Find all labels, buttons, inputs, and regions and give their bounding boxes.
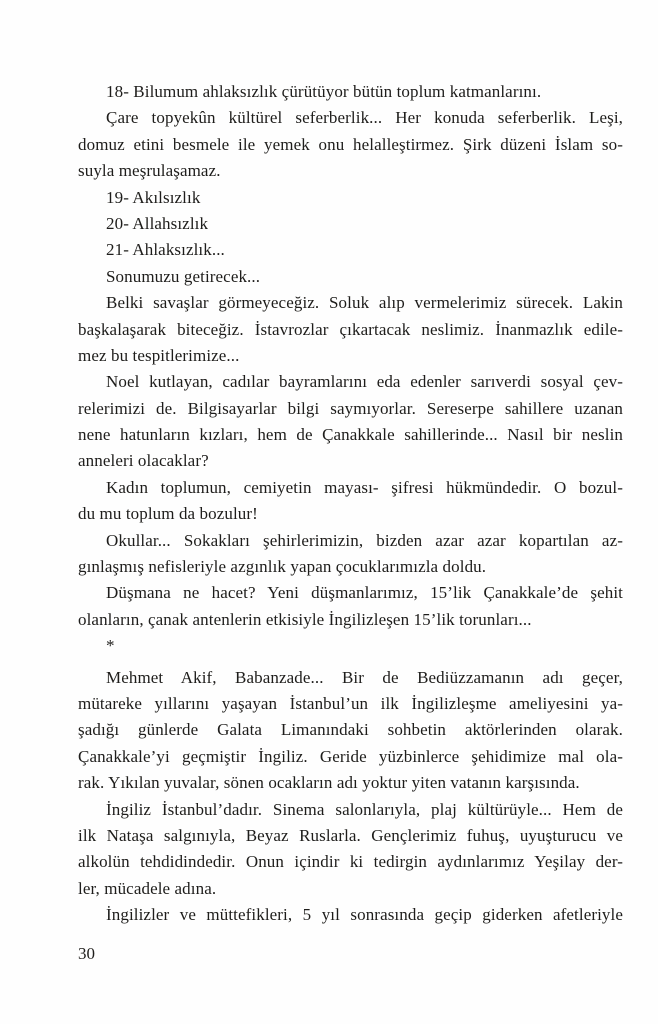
text-line: domuz etini besmele ile yemek onu helalleştirmez. Şirk düzeni İslam so- — [78, 134, 623, 154]
text-line: nene hatunların kızları, hem de Çanakkale sahillerinde... Nasıl bir neslin — [78, 425, 623, 445]
text-line: İngiliz İstanbul’dadır. Sinema salonlarıyla, plaj kültürüyle... Hem de — [106, 799, 623, 819]
text-line: du mu toplum da bozulur! — [78, 504, 258, 524]
text-line: Belki savaşlar görmeyeceğiz. Soluk alıp vermelerimiz sürecek. Lakin — [106, 293, 623, 313]
text-line: 21- Ahlaksızlık... — [106, 240, 225, 260]
text-line: ler, mücadele adına. — [78, 878, 217, 898]
text-line: Düşmana ne hacet? Yeni düşmanlarımız, 15’lik Çanakkale’de şehit — [106, 583, 623, 603]
text-line: Noel kutlayan, cadılar bayramlarını eda edenler sarıverdi sosyal çev- — [106, 372, 623, 392]
text-line: Sonumuzu getirecek... — [106, 266, 261, 286]
text-line: olanların, çanak antenlerin etkisiyle İngilizleşen 15’lik torunları... — [78, 609, 532, 629]
text-line: 18- Bilumum ahlaksızlık çürütüyor bütün toplum katmanlarını. — [106, 82, 542, 101]
text-line: başkalaşarak biteceğiz. İstavrozlar çıkartacak neslimiz. İnanmazlık edile- — [78, 319, 623, 339]
text-line: suyla meşrulaşamaz. — [78, 161, 221, 181]
text-line: Mehmet Akif, Babanzade... Bir de Bediüzzamanın adı geçer, — [106, 667, 623, 687]
text-line: İngilizler ve müttefikleri, 5 yıl sonrasında geçip giderken afetleriyle — [106, 905, 623, 925]
text-line: mez bu tespitlerimize... — [78, 345, 240, 365]
text-line: gınlaşmış nefisleriyle azgınlık yapan çocuklarımızla doldu. — [78, 557, 487, 577]
text-line: 19- Akılsızlık — [106, 187, 201, 207]
page-text — [78, 79, 623, 929]
text-line: alkolün tehdidindedir. Onun içindir ki tedirgin aydınlarımız Yeşilay der- — [78, 852, 623, 872]
text-line: rak. Yıkılan yuvalar, sönen ocakların adı yoktur yiten vatanın karşısında. — [78, 773, 580, 793]
text-line: Kadın toplumun, cemiyetin mayası- şifresi hükmündedir. O bozul- — [106, 477, 623, 497]
text-line: mütareke yıllarını yaşayan İstanbul’un ilk İngilizleşme ameliyesini ya- — [78, 693, 623, 713]
text-line: ilk Nataşa salgınıyla, Beyaz Ruslarla. Gençlerimiz fuhuş, uyuşturucu ve — [78, 825, 623, 845]
text-line: Okullar... Sokakları şehirlerimizin, bizden azar azar kopartılan az- — [106, 530, 623, 550]
text-line: * — [106, 636, 115, 656]
page-number: 30 — [78, 944, 95, 963]
text-line: anneleri olacaklar? — [78, 451, 209, 471]
text-line: Çare topyekûn kültürel seferberlik... Her konuda seferberlik. Leşi, — [106, 108, 623, 128]
text-line: 20- Allahsızlık — [106, 213, 209, 233]
text-line: relerimizi de. Bilgisayarlar bilgi saymıyorlar. Sereserpe sahillere uzanan — [78, 398, 623, 418]
text-line: şadığı günlerde Galata Limanındaki sohbetin aktörlerinden olarak. — [78, 720, 623, 740]
text-line: Çanakkale’yi geçmiştir İngiliz. Geride yüzbinlerce şehidimize mal ola- — [78, 746, 623, 766]
